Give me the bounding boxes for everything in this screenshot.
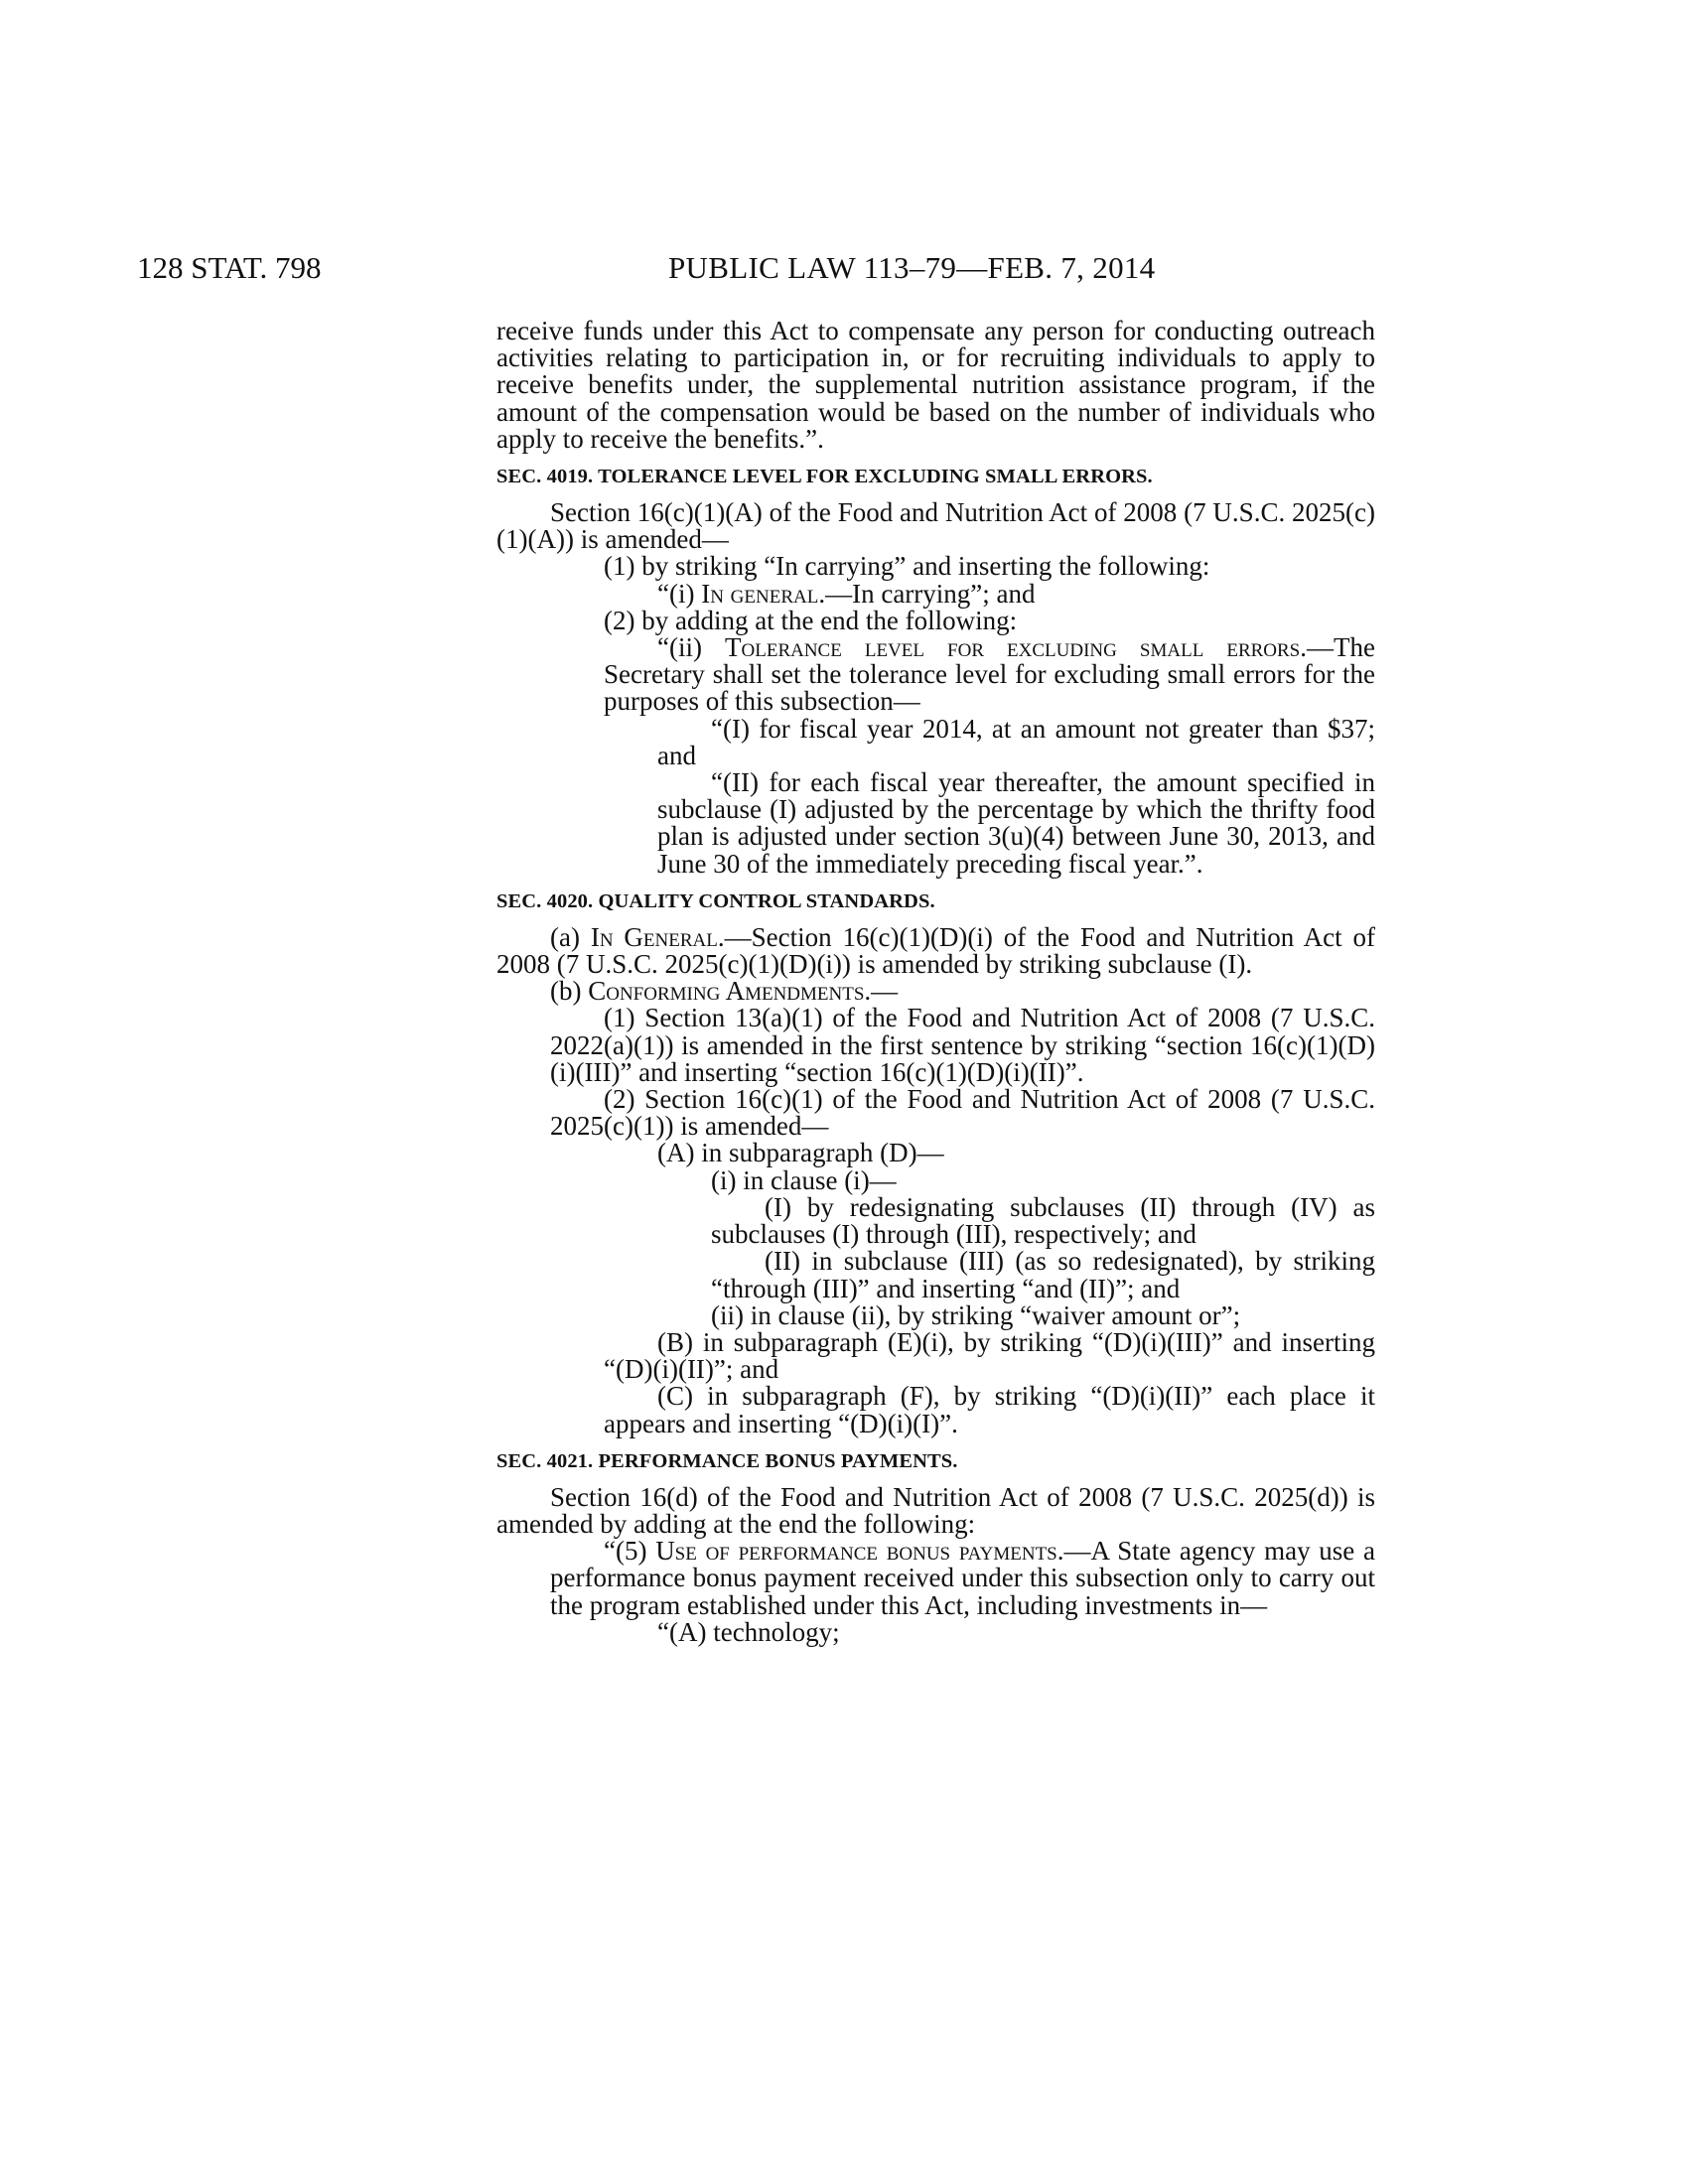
section-4020-clause-ii: (ii) in clause (ii), by striking “waiver amount or”;: [711, 1299, 1241, 1330]
section-4021-paragraph-5: “(5) Use of performance bonus payments.—A State agency may use a performance bonus payment received under this subsection only to carry out the program established under this Act, including investments in—: [550, 1536, 1375, 1620]
clause-heading: In general: [701, 578, 819, 609]
section-4019-paragraph-2: (2) by adding at the end the following:: [604, 605, 1018, 635]
section-4019-heading: SEC. 4019. TOLERANCE LEVEL FOR EXCLUDING SMALL ERRORS.: [496, 466, 1153, 488]
section-4020-paragraph-1: (1) Section 13(a)(1) of the Food and Nutrition Act of 2008 (7 U.S.C. 2022(a)(1)) is amended in the first sentence by striking “section 16(c)(1)(D)(i)(III)” and inserting “section 16(c)(1)(D)(i)(II)”.: [550, 1003, 1375, 1087]
section-4019-paragraph-1: (1) by striking “In carrying” and inserting the following:: [604, 551, 1210, 582]
section-4021-heading: SEC. 4021. PERFORMANCE BONUS PAYMENTS.: [496, 1449, 958, 1472]
section-4020-subclause-I: (I) by redesignating subclauses (II) through (IV) as subclauses (I) through (III), respectively; and: [711, 1191, 1375, 1250]
section-4020-subparagraph-A: (A) in subparagraph (D)—: [657, 1138, 944, 1168]
statute-page-number: 128 STAT. 798: [137, 250, 322, 285]
section-4020-subparagraph-B: (B) in subparagraph (E)(i), by striking “(D)(i)(III)” and inserting “(D)(i)(II)”; and: [604, 1326, 1375, 1385]
continuation-paragraph: receive funds under this Act to compensate any person for conducting outreach activities relating to participation in, or for recruiting individuals to apply to receive benefits under, the supplemental nutrition assistance program, if the amount of the compensation would be based on the number of individuals who apply to receive the benefits.”.: [496, 316, 1375, 454]
page-body: [496, 318, 1375, 1646]
section-4020-subsection-a: (a) In General.—Section 16(c)(1)(D)(i) of the Food and Nutrition Act of 2008 (7 U.S.C. 2025(c)(1)(D)(i)) is amended by striking subclause (I).: [496, 921, 1375, 980]
section-4020-subparagraph-C: (C) in subparagraph (F), by striking “(D)(i)(II)” each place it appears and inserting “(D)(i)(I)”.: [604, 1381, 1375, 1438]
section-4020-subsection-b: (b) Conforming Amendments.—: [550, 976, 899, 1007]
section-4021-subparagraph-A: “(A) technology;: [657, 1616, 840, 1647]
clause-heading: Tolerance level for excluding small errors: [725, 632, 1301, 663]
subsection-heading: In General: [590, 921, 718, 952]
paragraph-heading: Use of performance bonus payments: [655, 1536, 1057, 1567]
subsection-heading: Conforming Amendments: [588, 976, 865, 1007]
section-4019-clause-ii: “(ii) Tolerance level for excluding small errors.—The Secretary shall set the tolerance level for excluding small errors for the purposes of this subsection—: [604, 632, 1375, 717]
section-4020-clause-i: (i) in clause (i)—: [711, 1164, 897, 1195]
section-4020-paragraph-2: (2) Section 16(c)(1) of the Food and Nutrition Act of 2008 (7 U.S.C. 2025(c)(1)) is amended—: [550, 1084, 1375, 1142]
section-4019-subclause-II: “(II) for each fiscal year thereafter, the amount specified in subclause (I) adjusted by the percentage by which the thrifty food plan is adjusted under section 3(u)(4) between June 30, 2013, and June 30 of the immediately preceding fiscal year.”.: [657, 767, 1375, 879]
section-4020-subclause-II: (II) in subclause (III) (as so redesignated), by striking “through (III)” and inserting “and (II)”; and: [711, 1246, 1375, 1303]
section-4019-subclause-I: “(I) for fiscal year 2014, at an amount not greater than $37; and: [657, 713, 1375, 770]
section-4021-intro: Section 16(d) of the Food and Nutrition Act of 2008 (7 U.S.C. 2025(d)) is amended by adding at the end the following:: [496, 1481, 1375, 1539]
page-header: [137, 250, 1380, 290]
section-4019-intro: Section 16(c)(1)(A) of the Food and Nutrition Act of 2008 (7 U.S.C. 2025(c)(1)(A)) is amended—: [496, 497, 1375, 555]
section-4020-heading: SEC. 4020. QUALITY CONTROL STANDARDS.: [496, 889, 935, 912]
running-head: PUBLIC LAW 113–79—FEB. 7, 2014: [668, 250, 1156, 285]
section-4019-clause-i: “(i) In general.—In carrying”; and: [657, 578, 1036, 609]
